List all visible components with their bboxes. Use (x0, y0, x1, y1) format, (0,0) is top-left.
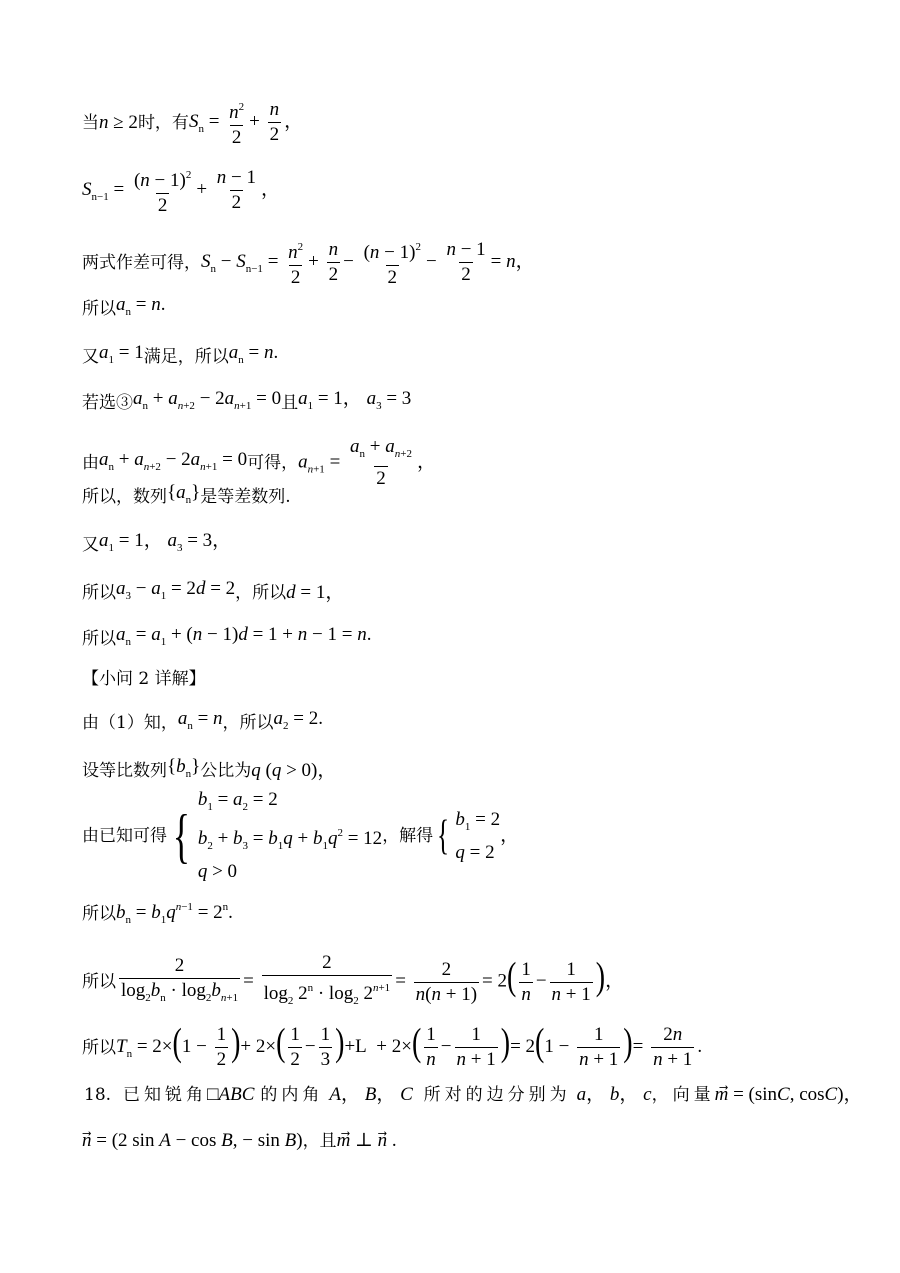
math-expression: A， B， C (329, 1084, 413, 1105)
solution-line-16 (82, 896, 233, 931)
math-expression: d = 1， (286, 581, 345, 603)
line-text: 所以 (82, 298, 116, 319)
solution-line-13 (82, 708, 323, 737)
line-text: ，且 (302, 1131, 337, 1151)
math-expression: n ≥ 2 (99, 111, 138, 133)
line-text: 所以 (82, 903, 116, 924)
solution-line-1 (82, 96, 303, 149)
solution-line-8 (82, 482, 291, 511)
math-expression: $a_n = n$. (228, 342, 279, 366)
math-expression: $a_2 = 2$. (273, 708, 324, 732)
line-text: 当 (82, 112, 99, 133)
math-expression: $a_n = a_1 + (n - 1)d = 1 + n - 1 = n$. (116, 624, 372, 648)
line-text: 所以 (82, 1037, 116, 1058)
solution-line-18 (82, 1021, 703, 1071)
line-text: ，向量 (651, 1085, 715, 1105)
solution-line-4 (82, 294, 165, 323)
line-text: 的内角 (260, 1085, 324, 1105)
solution-line-5 (82, 342, 278, 371)
solution-line-11 (82, 624, 371, 653)
math-expression: $a_n = n$. (116, 294, 166, 318)
math-expression: $S_n - S_{n-1}$ = $\frac{n^2}{2}$ + $\frac{n}{2}$ − $\frac{(n - 1)^2}{2}$ − $\frac{n - 1}{2}$ = n， (201, 239, 535, 288)
line-text: 由（1）知， (82, 712, 178, 733)
math-expression: n⃗ = (2 sin A − cos B, − sin B) (82, 1130, 303, 1151)
line-text: 所以 (82, 972, 116, 992)
math-expression: $a_1 = 1$ (99, 342, 144, 366)
math-expression: a， b， c (576, 1084, 652, 1105)
solution-line-15 (82, 789, 520, 882)
math-system: { $b_1 = 2$ q = 2 ， (437, 808, 520, 863)
line-text: 满足，所以 (143, 346, 229, 367)
solution-line-2 (82, 164, 280, 217)
math-expression: m⃗ = (sinC, cosC)， (714, 1084, 863, 1105)
line-text: 所以 (82, 628, 116, 649)
math-expression: $\frac{2}{\log_2b_n \cdot \log_2b_{n+1}}$ = $\frac{2}{\log_2 2^n \cdot \log_2 2^{n+1}}$ = $\frac{2}{n(n + 1)}$ = 2( $\frac{1}{n}$ − $\frac{1}{n + 1}$ )， (116, 952, 624, 1012)
line-text: 设等比数列 (82, 760, 167, 781)
line-text: 是等差数列. (200, 486, 291, 507)
math-expression: $\{a_n\}$ (167, 482, 201, 506)
line-text: ，解得 (382, 826, 434, 846)
section-heading (82, 668, 206, 690)
line-text: 由 (82, 453, 99, 473)
math-system: { $b_1 = a_2 = 2$ $b_2 + b_3 = b_1q + b_1q^2 = 12$ q > 0 (172, 789, 383, 882)
line-text: 又 (82, 346, 99, 367)
line-text: 所以 (82, 582, 116, 603)
line-text: ，所以 (235, 582, 287, 603)
line-text: 可得， (247, 453, 299, 473)
math-expression: $S_n$ = $\frac{n^2}{2}$ + $\frac{n}{2}$ ， (188, 99, 304, 148)
question-18-line-2 (82, 1130, 397, 1152)
math-expression: $a_n + a_{n+2} - 2a_{n+1} = 0$ (99, 448, 248, 473)
solution-line-14 (82, 756, 336, 785)
math-expression: m⃗ ⊥ n⃗ . (336, 1130, 397, 1151)
math-expression: $\{b_n\}$ (167, 756, 201, 780)
line-text: 时，有 (137, 112, 189, 133)
math-expression: $a_1 = 1$， $a_3 = 3$， (99, 530, 232, 554)
line-text: 若选③ (82, 392, 133, 413)
solution-line-6 (82, 388, 411, 417)
math-expression: □ABC (207, 1084, 255, 1105)
math-expression: $a_1 = 1$， $a_3 = 3$ (298, 388, 412, 412)
question-18-line-1 (84, 1084, 863, 1106)
math-expression: $a_n = n$ (177, 708, 223, 732)
math-expression: $a_n + a_{n+2} - 2a_{n+1} = 0$ (133, 388, 282, 412)
math-expression: q (q > 0)， (251, 759, 337, 781)
math-expression: $a_3 - a_1 = 2d = 2$ (116, 578, 236, 602)
heading-text: 【小问 2 详解】 (82, 669, 206, 689)
solution-line-17 (82, 952, 624, 1012)
line-text: 又 (82, 534, 99, 555)
math-expression: $b_n = b_1q^{n-1} = 2^n$. (116, 901, 233, 926)
math-expression: $a_{n+1}$ = $\frac{a_n + a_{n+2}}{2}$ ， (298, 436, 436, 489)
line-text: 所以，数列 (82, 486, 167, 507)
math-expression: $T_n = 2\times(1$ − $\frac{1}{2}$ )+ 2×( $\frac{1}{2}$ − $\frac{1}{3}$ )+L + 2×( $\frac{1}{n}$ − $\frac{1}{n + 1}$ )= 2(1 − $\frac{1}{n + 1}$ )= $\frac{2n}{n + 1}$ . (116, 1021, 703, 1070)
solution-line-3 (82, 236, 535, 289)
line-text: 由已知可得 (82, 826, 167, 846)
line-text: 且 (281, 392, 299, 413)
solution-line-9 (82, 530, 231, 559)
line-text: ，所以 (222, 712, 274, 733)
line-text: 公比为 (200, 760, 252, 781)
math-expression: $S_{n-1}$ = $\frac{(n - 1)^2}{2}$ + $\frac{n - 1}{2}$ ， (82, 167, 281, 216)
line-text: 所对的边分别为 (423, 1085, 571, 1105)
solution-line-10 (82, 578, 344, 607)
line-text: 已知锐角 (123, 1085, 208, 1105)
line-text: 两式作差可得， (82, 252, 201, 273)
question-number: 18. (84, 1085, 112, 1105)
